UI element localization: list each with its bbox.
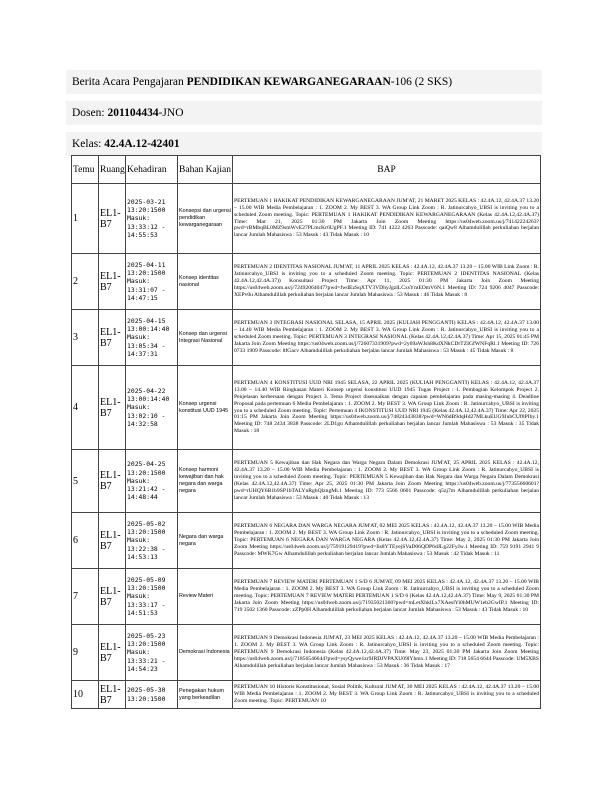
cell-temu: 1: [72, 184, 99, 254]
bap-table: [71, 155, 541, 709]
bap-text: PERTEMUAN 2 IDENTITAS NASIONAL JUM'AT, 11 APRIL 2025 KELAS : 42.4A.12, 42.4A.37 13.20 – 15.00 WIB Link Zoom : R. Jatinurcahyo_UBSI is inviting you to a scheduled Zoom meeting. Topic: PERTEMUAN 2 IDENTITAS NASIONAL (Kelas 42.4A.12,42.4A.37)) Konsultasi Project Time: Apr 11, 2025 01:30 PM Jakarta Join Zoom Meeting https://us04web.zoom.us/j/72492064047?pwd=fwdEzSqXTV3VDhyJgzlLCxsYmEOmV6N.1 Meeting ID: 724 9206 4047 Passcode: XEPv0u Alhamdulillah perkuliahan berjalan lancar Jumlah Mahasiswa : 53 Masuk : 46 Tidak Masuk : 8: [234, 264, 539, 298]
bap-text: PERTEMUAN 10 Historis Konstitusional, Sosial Politik, Kultural JUM'AT, 30 MEI 2025 KELAS : 42.4A.12, 42.4A.37 13.20 – 15.00 WIB Media Pembelajaran : 1. ZOOM 2. My BEST 3. WA Group Link Zoom : R. Jatinurcahyo_UBSI is inviting you to a scheduled Zoom meeting. Topic: PERTEMUAN 10: [234, 684, 539, 704]
cell-bahan: Review Materi: [178, 569, 233, 625]
cell-bahan: Konsep identitas nasional: [178, 254, 233, 310]
table-row: [72, 513, 541, 569]
cell-bahan: Negara dan warga negara: [178, 513, 233, 569]
cell-kehadiran: 2025-05-30 13:20:1500: [126, 681, 178, 709]
cell-bap: [233, 625, 541, 681]
cell-kehadiran: 2025-05-02 13:20:1500 Masuk: 13:22:38 - 14:53:13: [126, 513, 178, 569]
cell-kehadiran: 2025-04-11 13:20:1500 Masuk: 13:31:07 - 14:47:15: [126, 254, 178, 310]
cell-kehadiran: 2025-05-09 13:20:1500 Masuk: 13:33:17 - 14:51:53: [126, 569, 178, 625]
cell-kehadiran: 2025-05-23 13:20:1500 Masuk: 13:33:21 - 14:54:23: [126, 625, 178, 681]
cell-bahan: Konsepsi dan urgensi pendidikan kewarganegaraan: [178, 184, 233, 254]
cell-bap: [233, 513, 541, 569]
course-name: PENDIDIKAN KEWARGANEGARAAN: [186, 76, 391, 88]
cell-ruang: EL1-B7: [99, 513, 126, 569]
cell-ruang: EL1-B7: [99, 366, 126, 450]
bap-text: PERTEMUAN 9 Demokrasi Indonesia JUM'AT, 23 MEI 2025 KELAS : 42.4A.12, 42.4A.37 13.20 – 15.00 WIB Media Pembelajaran : 1. ZOOM 2. My BEST 3. WA Group Link Zoom : R. Jatinurcahyo_UBSI is inviting you to a scheduled Zoom meeting. Topic: PERTEMUAN 9 Demokrasi Indonesia (Kelas 42.4A.12,42.4A.37) Time: May 23, 2025 01:30 PM Jakarta Join Zoom Meeting https://us04web.zoom.us/j/71856546644?pwd=ysyQywe1zr9JRDJVPAXU09lYhmx.1 Meeting ID: 718 5654 6644 Passcode: UM5XBS Alhamdulillah perkuliahan berjalan lancar Jumlah Mahasiswa : 53 Masuk : 36 Tidak Masuk : 17: [234, 635, 539, 669]
cell-bahan: Konsep harmoni kewajiban dan hak negara dan warga negara: [178, 450, 233, 513]
cell-bahan: Demokrasi Indonesia: [178, 625, 233, 681]
cell-bap: [233, 366, 541, 450]
cell-kehadiran: 2025-04-15 13:00:14:40 Masuk: 13:05:34 - 14:37:31: [126, 310, 178, 366]
col-header-bap: BAP: [233, 156, 541, 184]
class-line: Kelas: 42.4A.12-42401: [66, 132, 542, 156]
cell-kehadiran: 2025-03-21 13:20:1500 Masuk: 13:33:12 - 14:55:53: [126, 184, 178, 254]
table-row: [72, 625, 541, 681]
cell-temu: 5: [72, 450, 99, 513]
cell-ruang: EL1-B7: [99, 569, 126, 625]
col-header-ruang: Ruang: [99, 156, 126, 184]
table-row: [72, 310, 541, 366]
table-row: [72, 681, 541, 709]
cell-bap: [233, 310, 541, 366]
table-row: [72, 569, 541, 625]
cell-ruang: EL1-B7: [99, 310, 126, 366]
cell-temu: 6: [72, 513, 99, 569]
cell-temu: 4: [72, 366, 99, 450]
cell-bahan: Penegakan hukum yang berkeadilan: [178, 681, 233, 709]
class-code: 42.4A.12-42401: [104, 138, 180, 150]
bap-text: PERTEMUAN 5 Kewajiban dan Hak Negara dan Warga Negara Dalam Demokrasi JUM'AT, 25 APRIL 2025 KELAS : 42.4A.12, 42.4A.37 13.20 – 15.00 WIB Media Pembelajaran : 1. ZOOM 2. My BEST 3. WA Group Link Zoom : R. Jatinurcahyo_UBSI is inviting you to a scheduled Zoom meeting. Topic: PERTEMUAN 5 Kewajiban dan Hak Negara dan Warga Negara Dalam Demokrasi (Kelas 42.4A.12,42.4A.37) Time: Apr 25, 2025 01:30 PM Jakarta Join Zoom Meeting https://us04web.zoom.us/j/77355660601?pwd=rUHQY6B1b9SP1bTALYnRghQlzngMi.1 Meeting ID: 773 5566 0601 Passcode: q5zj7m Alhamdulillah perkuliahan berjalan lancar Jumlah Mahasiswa : 53 Masuk : 40 Tidak Masuk : 13: [234, 460, 539, 501]
col-header-kehadiran: Kehadiran: [126, 156, 178, 184]
cell-bap: [233, 184, 541, 254]
cell-ruang: EL1-B7: [99, 625, 126, 681]
table-row: [72, 254, 541, 310]
cell-ruang: EL1-B7: [99, 184, 126, 254]
table-header-row: [72, 156, 541, 184]
cell-ruang: EL1-B7: [99, 254, 126, 310]
table-row: [72, 366, 541, 450]
cell-bahan: Konsep urgensi konstitusi UUD 1945: [178, 366, 233, 450]
cell-bap: [233, 450, 541, 513]
cell-kehadiran: 2025-04-22 13:00:14:40 Masuk: 13:02:10 - 14:32:58: [126, 366, 178, 450]
cell-bap: [233, 681, 541, 709]
cell-bap: [233, 569, 541, 625]
lecturer-id: 201104434: [107, 107, 159, 119]
report-header: [66, 70, 542, 163]
col-header-bahan: Bahan Kajian: [178, 156, 233, 184]
bap-text: PERTEMUAN 3 INTEGRASI NASIONAL SELASA, 15 APRIL 2025 (KULIAH PENGGANTI) KELAS : 42.4A.12, 42.4A.37 13.00 – 14.40 WIB Media Pembelajaran : 1. ZOOM 2. My BEST 3. WA Group Link Zoom : R. Jatinurcahyo_UBSI is inviting you to a scheduled Zoom meeting. Topic: PERTEMUAN 3 INTEGRASI NASIONAL (Kelas 42.4A.12,42.4A.37) Time: Apr 15, 2025 01:45 PM Jakarta Join Zoom Meeting https://us04web.zoom.us/j/72607331909?pwd=2y69aWJsh8KdXNkCDrTZIGfWNFqRl.1 Meeting ID: 726 0733 1909 Passcode: 8fGacv Alhamdulillah perkuliahan berjalan lancar Jumlah Mahasiswa : 53 Masuk : 45 Tidak Masuk : 8: [234, 320, 539, 354]
cell-bap: [233, 254, 541, 310]
bap-text: PERTEMUAN 7 REVIEW MATERI PERTEMUAN 1 S/D 6 JUM'AT, 09 MEI 2025 KELAS : 42.4A.12, 42.4A.37 13.20 – 15.00 WIB Media Pembelajaran : 1. ZOOM 2. My BEST 3. WA Group Link Zoom : R. Jatinurcahyo_UBSI is inviting you to a scheduled Zoom meeting. Topic: PERTEMUAN 7 REVIEW MATERI PERTEMUAN 1 S/D 6 (Kelas 42.4A.12,42.4A.37) Time: May 9, 2025 01:30 PM Jakarta Join Zoom Meeting https://us04web.zoom.us/j/71935021360?pwd=mLetXhklLx7XAeslYi0hMUW1eb2GwIP.1 Meeting ID: 719 3502 1360 Passcode: zZPp0H Alhamdulillah perkuliahan berjalan lancar Jumlah Mahasiswa : 53 Masuk : 43 Tidak Masuk : 10: [234, 579, 539, 613]
cell-temu: 9: [72, 625, 99, 681]
bap-text: PERTEMUAN 4 KONSTITUSI UUD NRI 1945 SELASA, 22 APRIL 2025 (KULIAH PENGGANTI) KELAS : 42.4A.12, 42.4A.37 13.00 – 14.40 WIB Ringkasan Materi Konsep urgensi konstitusi UUD 1945 Tugas Project : 1. Pembagian Kelompok Project 2. Penjelasan kerbersaan dengan Project 3. Tema Project disesuaikan dengan capaian pembelajaran pada masing-masing 4. Deadline Proposal pada pertemuan 6 Media Pembelajaran : 1. ZOOM 2. My BEST 3. WA Group Link Zoom : R. Jatinurcahyo_UBSI is inviting you to a scheduled Zoom meeting. Topic: Pertemuan 4 IKONSTITUSI UUD NRI 1945 (Kelas 42.4A.12,42.4A.37) Time: Apr 22, 2025 01:15 PM Jakarta Join Zoom Meeting https://us04web.zoom.us/j/74824343838?pwd=WN6dB9dqHd27MLkuEUG9JubCUf8PIby.1 Meeting ID: 748 2434 3838 Passcode: 2LD1gu Alhamdulillah perkuliahan berjalan lancar Jumlah Mahasiswa : 53 Masuk : 35 Tidak Masuk : 18: [234, 379, 539, 435]
cell-bahan: Konsep dan urgensi Integrasi Nasional: [178, 310, 233, 366]
cell-temu: 2: [72, 254, 99, 310]
table-row: [72, 450, 541, 513]
cell-temu: 3: [72, 310, 99, 366]
lecturer-line: Dosen: 201104434-JNO: [66, 101, 542, 125]
col-header-temu: Temu: [72, 156, 99, 184]
cell-temu: 7: [72, 569, 99, 625]
table-row: [72, 184, 541, 254]
cell-ruang: EL1-B7: [99, 681, 126, 709]
cell-kehadiran: 2025-04-25 13:20:1500 Masuk: 13:21:42 - 14:48:44: [126, 450, 178, 513]
bap-text: PERTEMUAN 1 HAKIKAT PENDIDIKAN KEWARGANEGARAAN JUM'AT, 21 MARET 2025 KELAS : 42.4A.12, 42.4A.37 13.20 – 15.00 WIB Media Pembelajaran : 1. ZOOM 2. My BEST 3. WA Group Link Zoom : R. Jatinurcahyo_UBSI is inviting you to a scheduled Zoom meeting. Topic: PERTEMUAN 1 HAKIKAT PENDIDIKAN KEWARGANEGARAAN (Kelas 42.4A.12,42.4A.37) Time: Mar 21, 2025 01:30 PM Jakarta Join Zoom Meeting https://us04web.zoom.us/j/74142224263?pwd=rBMbqBL0MZ9smWvE27PLmcKr6UgPF.1 Meeting ID: 741 4222 4263 Passcode: qaiQw8 Alhamdulillah perkuliahan berjalan lancar Jumlah Mahasiswa : 53 Masuk : 43 Tidak Masuk : 10: [234, 197, 539, 239]
bap-text: PERTEMUAN 6 NEGARA DAN WARGA NEGARA JUM'AT, 02 MEI 2025 KELAS : 42.4A.12, 42.4A.37 13.20 – 15.00 WIB Media Pembelajaran : 1. ZOOM 2. My BEST 3. WA Group Link Zoom : R. Jatinurcahyo_UBSI is inviting you to a scheduled Zoom meeting. Topic: PERTEMUAN 6 NEGARA DAN WARGA NEGARA (Kelas 42.4A.12,42.4A.37) Time: May 2, 2025 01:30 PM Jakarta Join Zoom Meeting https://us04web.zoom.us/j/75919129419?pwd=Iis8YTEyejSVaD06QDP6dJLg22FyJw.1 Meeting ID: 759 9191 2941 9 Passcode: MWK7Gw Alhamdulillah perkuliahan berjalan lancar Jumlah Mahasiswa : 53 Masuk : 42 Tidak Masuk : 11: [234, 523, 539, 557]
cell-ruang: EL1-B7: [99, 450, 126, 513]
cell-temu: 10: [72, 681, 99, 709]
report-title: Berita Acara Pengajaran PENDIDIKAN KEWARGANEGARAAN-106 (2 SKS): [66, 70, 542, 94]
